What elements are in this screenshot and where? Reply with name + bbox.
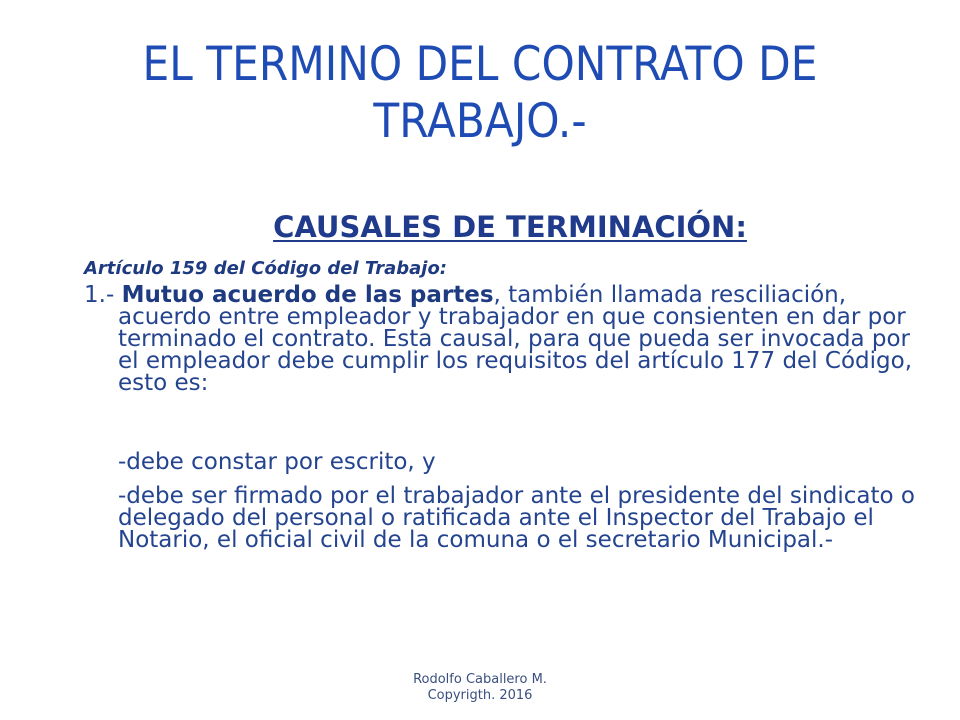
list-item-text: , también llamada resciliación, acuerdo entre empleador y trabajador en que consienten en dar por terminado el contrato. Esta causal, para que pueda ser invocada por el empleador debe cumplir los requisitos del artículo 177 del Código, esto es: [118, 282, 913, 396]
list-item-1 [84, 284, 924, 394]
section-heading: CAUSALES DE TERMINACIÓN: [273, 210, 747, 244]
list-item-bold-term: Mutuo acuerdo de las partes [121, 282, 494, 308]
slide-title-line-2: TRABAJO.- [373, 94, 587, 149]
article-reference: Artículo 159 del Código del Trabajo: [84, 258, 448, 279]
slide-title-line-1: EL TERMINO DEL CONTRATO DE [142, 37, 818, 92]
slide-title [84, 36, 876, 150]
sub-item-1: -debe constar por escrito, y [118, 449, 436, 475]
footer-author: Rodolfo Caballero M. [413, 672, 547, 687]
sub-item-2: -debe ser firmado por el trabajador ante el presidente del sindicato o delegado del personal o ratificada ante el Inspector del Trabajo el Notario, el oficial civil de la comuna o el secretario Municipal.- [118, 483, 915, 553]
list-item-number: 1.- [84, 282, 122, 308]
footer-copyright: Copyrigth. 2016 [427, 688, 533, 703]
footer-credit [330, 672, 630, 704]
